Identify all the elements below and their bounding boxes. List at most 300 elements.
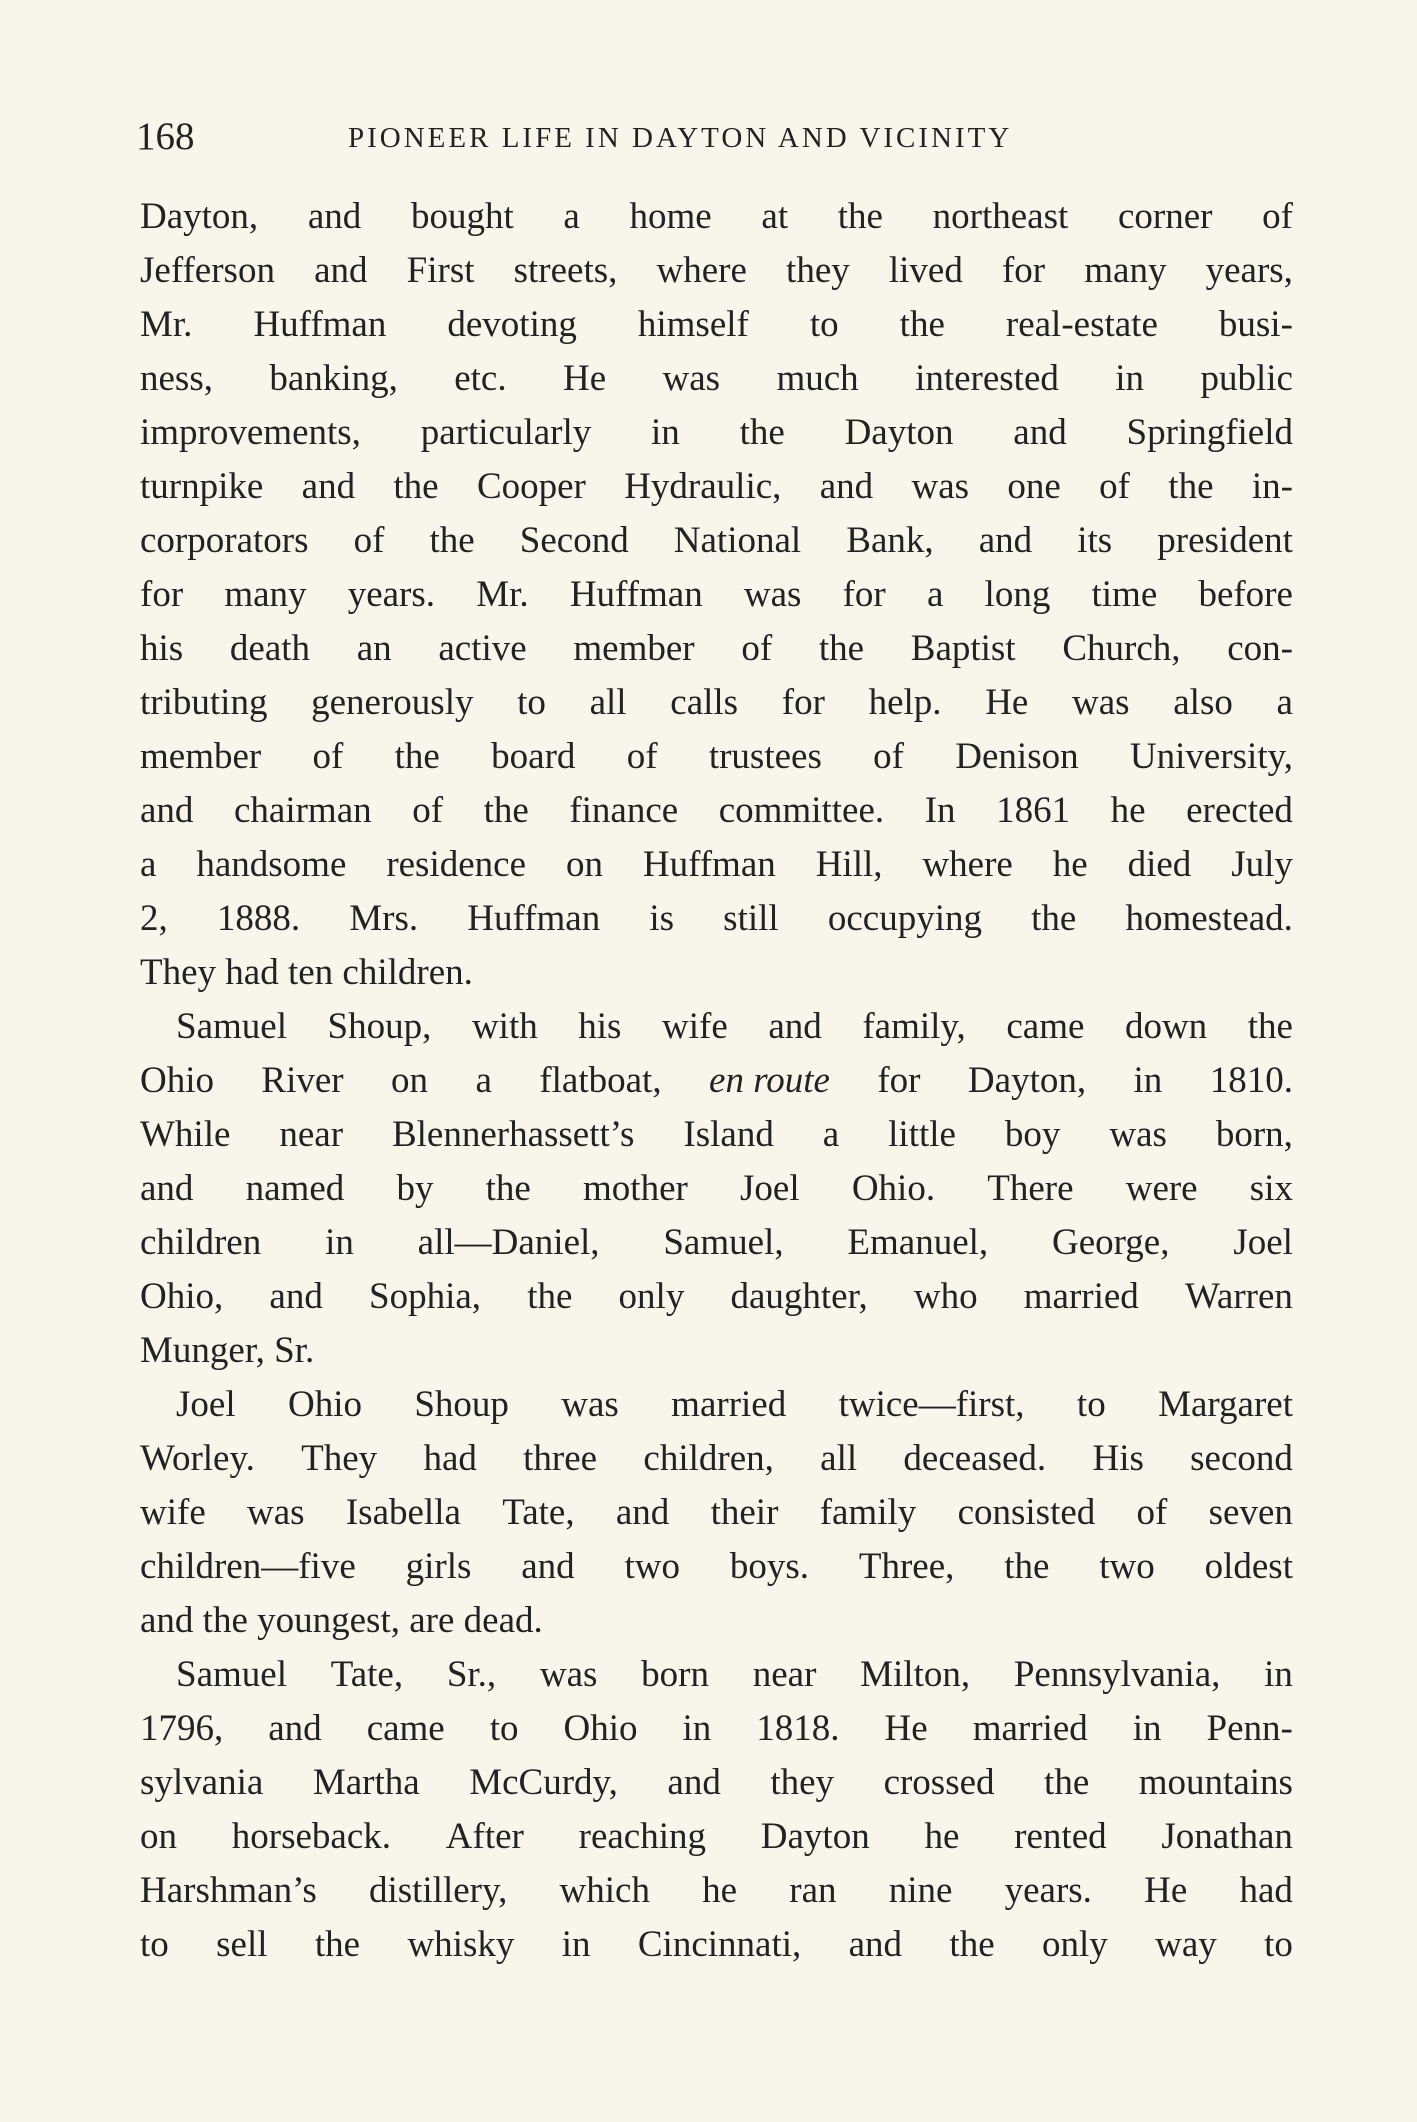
text-line: [140, 1810, 1293, 1864]
text-word: and: [848, 1924, 903, 1965]
text-word: died: [1127, 844, 1192, 885]
text-line: [140, 1540, 1293, 1594]
text-word: a: [563, 196, 580, 237]
text-word: of: [626, 736, 658, 777]
text-line: [140, 190, 1293, 244]
text-word: active: [438, 628, 527, 669]
text-word: only: [1041, 1924, 1108, 1965]
text-word: at: [761, 196, 789, 237]
text-word: girls: [405, 1546, 472, 1587]
text-word: Sophia,: [369, 1276, 482, 1317]
text-word: Mr.: [476, 574, 529, 615]
text-word: a: [475, 1060, 492, 1101]
text-word: Margaret: [1158, 1384, 1293, 1425]
text-word: While: [140, 1114, 231, 1155]
text-word: University,: [1129, 736, 1293, 777]
text-word: 1861: [996, 790, 1071, 831]
text-word: and: [819, 466, 874, 507]
text-word: to: [809, 304, 839, 345]
text-word: 2,: [140, 898, 168, 939]
text-word: and: [269, 1276, 323, 1317]
text-word: interested: [915, 358, 1059, 399]
text-word: Worley.: [140, 1438, 255, 1479]
body-text: [140, 190, 1293, 1972]
text-word: His: [1092, 1438, 1144, 1479]
text-word: He: [884, 1708, 928, 1749]
text-line: [140, 892, 1293, 946]
text-word: time: [1091, 574, 1158, 615]
text-word: distillery,: [368, 1870, 508, 1911]
text-word: on: [140, 1816, 177, 1857]
text-word: family,: [862, 1006, 966, 1047]
text-word: Huffman: [569, 574, 703, 615]
text-word: Tate,: [330, 1654, 404, 1695]
text-word: Joel: [1233, 1222, 1293, 1263]
text-word: he: [702, 1870, 738, 1911]
text-word: 1888.: [216, 898, 301, 939]
page-title: PIONEER LIFE IN DAYTON AND VICINITY: [348, 122, 1013, 154]
text-line: [140, 1918, 1293, 1972]
text-word: of: [312, 736, 344, 777]
text-word: River: [261, 1060, 344, 1101]
text-word: children—five: [140, 1546, 356, 1587]
text-word: member: [573, 628, 695, 669]
text-word: northeast: [932, 196, 1069, 237]
text-word: busi-: [1218, 304, 1293, 345]
text-word: the: [1168, 466, 1214, 507]
text-word: nine: [888, 1870, 953, 1911]
text-word: 1810.: [1209, 1060, 1293, 1101]
text-word: in: [1132, 1708, 1162, 1749]
text-word: Dayton,: [140, 196, 259, 237]
text-word: two: [1099, 1546, 1155, 1587]
text-word: There: [987, 1168, 1074, 1209]
text-line: [140, 946, 1293, 1000]
text-word: They had ten children.: [140, 952, 473, 993]
text-word: much: [776, 358, 859, 399]
text-word: they: [786, 250, 850, 291]
text-word: Hydraulic,: [624, 466, 782, 507]
text-line: [140, 1270, 1293, 1324]
text-word: Shoup,: [327, 1006, 432, 1047]
text-word: etc.: [454, 358, 507, 399]
text-word: Ohio: [287, 1384, 362, 1425]
text-word: of: [1099, 466, 1130, 507]
text-line: [140, 568, 1293, 622]
text-word: Isabella: [345, 1492, 461, 1533]
text-word: en route: [709, 1060, 830, 1101]
text-word: First: [406, 250, 475, 291]
text-word: committee.: [718, 790, 885, 831]
text-word: near: [279, 1114, 344, 1155]
text-word: was: [1072, 682, 1130, 723]
text-word: mountains: [1138, 1762, 1293, 1803]
text-word: wife: [140, 1492, 206, 1533]
text-line: [140, 1486, 1293, 1540]
text-word: family: [819, 1492, 917, 1533]
text-word: to: [1076, 1384, 1106, 1425]
text-word: himself: [637, 304, 749, 345]
text-word: little: [888, 1114, 956, 1155]
text-word: long: [984, 574, 1051, 615]
text-word: second: [1190, 1438, 1293, 1479]
text-word: the: [1247, 1006, 1293, 1047]
text-line: [140, 1702, 1293, 1756]
text-word: near: [752, 1654, 817, 1695]
text-word: In: [924, 790, 956, 831]
text-word: was: [561, 1384, 619, 1425]
text-word: all: [820, 1438, 858, 1479]
text-word: still: [723, 898, 779, 939]
text-word: deceased.: [903, 1438, 1047, 1479]
text-word: real-estate: [1005, 304, 1158, 345]
text-word: and: [268, 1708, 322, 1749]
text-word: years.: [347, 574, 436, 615]
text-word: Huffman: [467, 898, 601, 939]
text-word: and: [768, 1006, 822, 1047]
text-word: who: [913, 1276, 978, 1317]
text-word: and: [615, 1492, 670, 1533]
text-word: two: [624, 1546, 680, 1587]
page-number: 168: [136, 115, 195, 158]
text-word: its: [1077, 520, 1113, 561]
text-line: [140, 1324, 1293, 1378]
text-line: [140, 838, 1293, 892]
text-word: residence: [386, 844, 527, 885]
text-word: Cooper: [476, 466, 586, 507]
text-word: public: [1200, 358, 1293, 399]
text-line: [140, 1594, 1293, 1648]
text-word: the: [899, 304, 945, 345]
text-word: Sr.,: [446, 1654, 497, 1695]
text-word: Penn-: [1206, 1708, 1293, 1749]
text-word: Jonathan: [1161, 1816, 1293, 1857]
text-word: Warren: [1184, 1276, 1293, 1317]
text-word: way: [1155, 1924, 1217, 1965]
text-word: before: [1198, 574, 1293, 615]
text-word: lived: [888, 250, 963, 291]
text-word: 1796,: [140, 1708, 224, 1749]
text-word: the: [393, 466, 439, 507]
text-word: homestead.: [1125, 898, 1293, 939]
text-word: whisky: [407, 1924, 515, 1965]
text-word: McCurdy,: [469, 1762, 618, 1803]
text-word: was: [911, 466, 970, 507]
text-word: named: [245, 1168, 345, 1209]
text-line: [140, 406, 1293, 460]
text-word: his: [140, 628, 184, 669]
text-word: tributing: [140, 682, 268, 723]
text-word: down: [1124, 1006, 1208, 1047]
text-word: Mr.: [140, 304, 193, 345]
text-word: the: [949, 1924, 995, 1965]
text-word: was: [1109, 1114, 1167, 1155]
text-word: con-: [1227, 628, 1293, 669]
text-line: [140, 622, 1293, 676]
text-word: six: [1249, 1168, 1293, 1209]
text-word: He: [985, 682, 1029, 723]
text-line: [140, 1000, 1293, 1054]
text-word: in: [651, 412, 680, 453]
text-word: Blennerhassett’s: [391, 1114, 635, 1155]
text-word: and the youngest, are dead.: [140, 1600, 543, 1641]
text-word: Emanuel,: [847, 1222, 989, 1263]
text-word: and: [667, 1762, 721, 1803]
text-word: Second: [519, 520, 629, 561]
text-word: for: [877, 1060, 921, 1101]
text-word: streets,: [513, 250, 618, 291]
text-word: the: [739, 412, 785, 453]
text-word: and: [140, 790, 194, 831]
text-word: death: [229, 628, 311, 669]
text-word: to: [489, 1708, 519, 1749]
text-word: is: [649, 898, 675, 939]
text-word: in: [682, 1708, 712, 1749]
text-word: rented: [1014, 1816, 1107, 1857]
text-word: banking,: [269, 358, 398, 399]
text-word: Samuel: [176, 1006, 287, 1047]
text-word: Ohio: [563, 1708, 638, 1749]
text-word: occupying: [827, 898, 982, 939]
text-word: corporators: [140, 520, 309, 561]
text-word: chairman: [233, 790, 372, 831]
text-word: were: [1125, 1168, 1198, 1209]
text-word: one: [1007, 466, 1061, 507]
text-word: where: [922, 844, 1013, 885]
text-word: where: [656, 250, 747, 291]
text-word: Ohio,: [140, 1276, 224, 1317]
text-word: they: [770, 1762, 835, 1803]
text-word: also: [1173, 682, 1233, 723]
text-word: he: [924, 1816, 960, 1857]
text-word: the: [1004, 1546, 1050, 1587]
text-word: the: [818, 628, 865, 669]
text-word: ness,: [140, 358, 213, 399]
text-line: [140, 1432, 1293, 1486]
text-word: years,: [1205, 250, 1293, 291]
text-word: corner: [1117, 196, 1213, 237]
text-word: Samuel: [176, 1654, 287, 1695]
text-word: the: [485, 1168, 531, 1209]
text-word: boys.: [729, 1546, 809, 1587]
text-word: Three,: [858, 1546, 955, 1587]
text-word: bought: [410, 196, 514, 237]
text-line: [140, 514, 1293, 568]
text-word: calls: [670, 682, 739, 723]
text-word: Ohio: [140, 1060, 214, 1101]
text-word: daughter,: [730, 1276, 868, 1317]
text-word: of: [873, 736, 904, 777]
text-word: devoting: [447, 304, 577, 345]
text-word: consisted: [957, 1492, 1096, 1533]
text-word: Church,: [1062, 628, 1181, 669]
text-word: Pennsylvania,: [1013, 1654, 1221, 1695]
text-word: came: [366, 1708, 445, 1749]
text-word: with: [471, 1006, 538, 1047]
text-word: Shoup: [414, 1384, 509, 1425]
text-word: by: [396, 1168, 434, 1209]
text-line: [140, 1108, 1293, 1162]
text-word: boy: [1004, 1114, 1061, 1155]
text-word: and: [301, 466, 356, 507]
text-word: member: [140, 736, 262, 777]
running-head: [136, 114, 1292, 164]
text-word: and: [140, 1168, 194, 1209]
text-word: Jefferson: [140, 250, 275, 291]
text-word: married: [972, 1708, 1088, 1749]
text-word: Milton,: [860, 1654, 971, 1695]
text-word: After: [445, 1816, 524, 1857]
text-word: Samuel,: [663, 1222, 784, 1263]
text-word: the: [394, 736, 440, 777]
text-word: sylvania: [140, 1762, 264, 1803]
text-word: Martha: [312, 1762, 420, 1803]
text-word: Joel: [176, 1384, 236, 1425]
text-word: of: [1136, 1492, 1168, 1533]
text-word: many: [224, 574, 307, 615]
text-word: Bank,: [846, 520, 934, 561]
text-word: 1818.: [756, 1708, 840, 1749]
text-word: They: [301, 1438, 378, 1479]
text-word: board: [491, 736, 576, 777]
text-word: Baptist: [910, 628, 1016, 669]
text-line: [140, 244, 1293, 298]
text-word: generously: [311, 682, 474, 723]
text-word: and: [314, 250, 368, 291]
text-word: particularly: [420, 412, 592, 453]
text-word: Dayton,: [967, 1060, 1087, 1101]
text-word: all—Daniel,: [417, 1222, 600, 1263]
text-word: was: [743, 574, 802, 615]
text-word: the: [429, 520, 475, 561]
text-word: a: [1276, 682, 1293, 723]
text-word: he: [1110, 790, 1146, 831]
text-word: and: [1013, 412, 1067, 453]
text-word: for: [842, 574, 886, 615]
text-word: home: [629, 196, 712, 237]
text-word: born,: [1215, 1114, 1293, 1155]
text-word: sell: [216, 1924, 268, 1965]
text-word: married: [1023, 1276, 1139, 1317]
text-word: finance: [569, 790, 679, 831]
text-word: the: [1044, 1762, 1090, 1803]
text-line: [140, 1864, 1293, 1918]
text-word: which: [559, 1870, 650, 1911]
text-word: many: [1084, 250, 1167, 291]
text-word: Springfield: [1126, 412, 1293, 453]
text-word: crossed: [883, 1762, 995, 1803]
text-line: [140, 298, 1293, 352]
text-word: trustees: [708, 736, 822, 777]
text-word: the: [483, 790, 529, 831]
text-word: the: [527, 1276, 573, 1317]
text-word: his: [578, 1006, 622, 1047]
text-word: for: [140, 574, 184, 615]
text-word: on: [391, 1060, 429, 1101]
text-line: [140, 1054, 1293, 1108]
text-word: He: [562, 358, 607, 399]
text-word: oldest: [1204, 1546, 1293, 1587]
text-word: He: [1144, 1870, 1188, 1911]
text-word: and: [307, 196, 362, 237]
text-word: of: [1262, 196, 1293, 237]
text-word: all: [589, 682, 627, 723]
text-line: [140, 1216, 1293, 1270]
text-word: Huffman: [642, 844, 776, 885]
text-line: [140, 1756, 1293, 1810]
text-word: ran: [789, 1870, 837, 1911]
text-word: Hill,: [815, 844, 883, 885]
text-word: had: [1239, 1870, 1293, 1911]
text-line: [140, 1378, 1293, 1432]
text-word: the: [1031, 898, 1077, 939]
text-word: children: [140, 1222, 262, 1263]
text-line: [140, 1648, 1293, 1702]
text-line: [140, 352, 1293, 406]
text-word: only: [618, 1276, 685, 1317]
text-word: Tate,: [502, 1492, 575, 1533]
text-word: came: [1006, 1006, 1085, 1047]
text-word: Dayton: [844, 412, 954, 453]
text-word: to: [517, 682, 546, 723]
text-word: married: [671, 1384, 787, 1425]
text-word: in: [1115, 358, 1145, 399]
text-word: seven: [1208, 1492, 1293, 1533]
text-word: he: [1052, 844, 1088, 885]
text-word: was: [662, 358, 721, 399]
text-word: the: [314, 1924, 361, 1965]
text-word: in: [561, 1924, 591, 1965]
text-word: their: [710, 1492, 779, 1533]
text-word: and: [521, 1546, 575, 1587]
text-line: [140, 1162, 1293, 1216]
text-word: Denison: [955, 736, 1079, 777]
text-word: three: [523, 1438, 598, 1479]
text-word: improvements,: [140, 412, 361, 453]
text-word: had: [423, 1438, 477, 1479]
text-word: horseback.: [231, 1816, 392, 1857]
text-word: for: [781, 682, 825, 723]
text-word: to: [1264, 1924, 1293, 1965]
text-word: in: [1133, 1060, 1163, 1101]
text-word: twice—first,: [838, 1384, 1025, 1425]
text-word: Joel: [740, 1168, 800, 1209]
text-word: children,: [643, 1438, 774, 1479]
text-word: turnpike: [140, 466, 264, 507]
text-word: erected: [1186, 790, 1293, 831]
text-word: was: [247, 1492, 305, 1533]
text-word: a: [140, 844, 157, 885]
text-word: George,: [1052, 1222, 1170, 1263]
text-word: the: [837, 196, 883, 237]
text-word: National: [673, 520, 802, 561]
text-word: a: [822, 1114, 840, 1155]
text-word: of: [741, 628, 773, 669]
text-line: [140, 460, 1293, 514]
text-word: president: [1157, 520, 1293, 561]
text-word: handsome: [196, 844, 347, 885]
text-word: a: [926, 574, 944, 615]
text-word: Huffman: [253, 304, 387, 345]
text-word: for: [1001, 250, 1046, 291]
text-word: Ohio.: [851, 1168, 936, 1209]
text-word: flatboat,: [539, 1060, 662, 1101]
text-word: July: [1231, 844, 1293, 885]
text-word: in: [1264, 1654, 1293, 1695]
text-word: was: [539, 1654, 598, 1695]
text-word: of: [412, 790, 444, 831]
text-line: [140, 676, 1293, 730]
